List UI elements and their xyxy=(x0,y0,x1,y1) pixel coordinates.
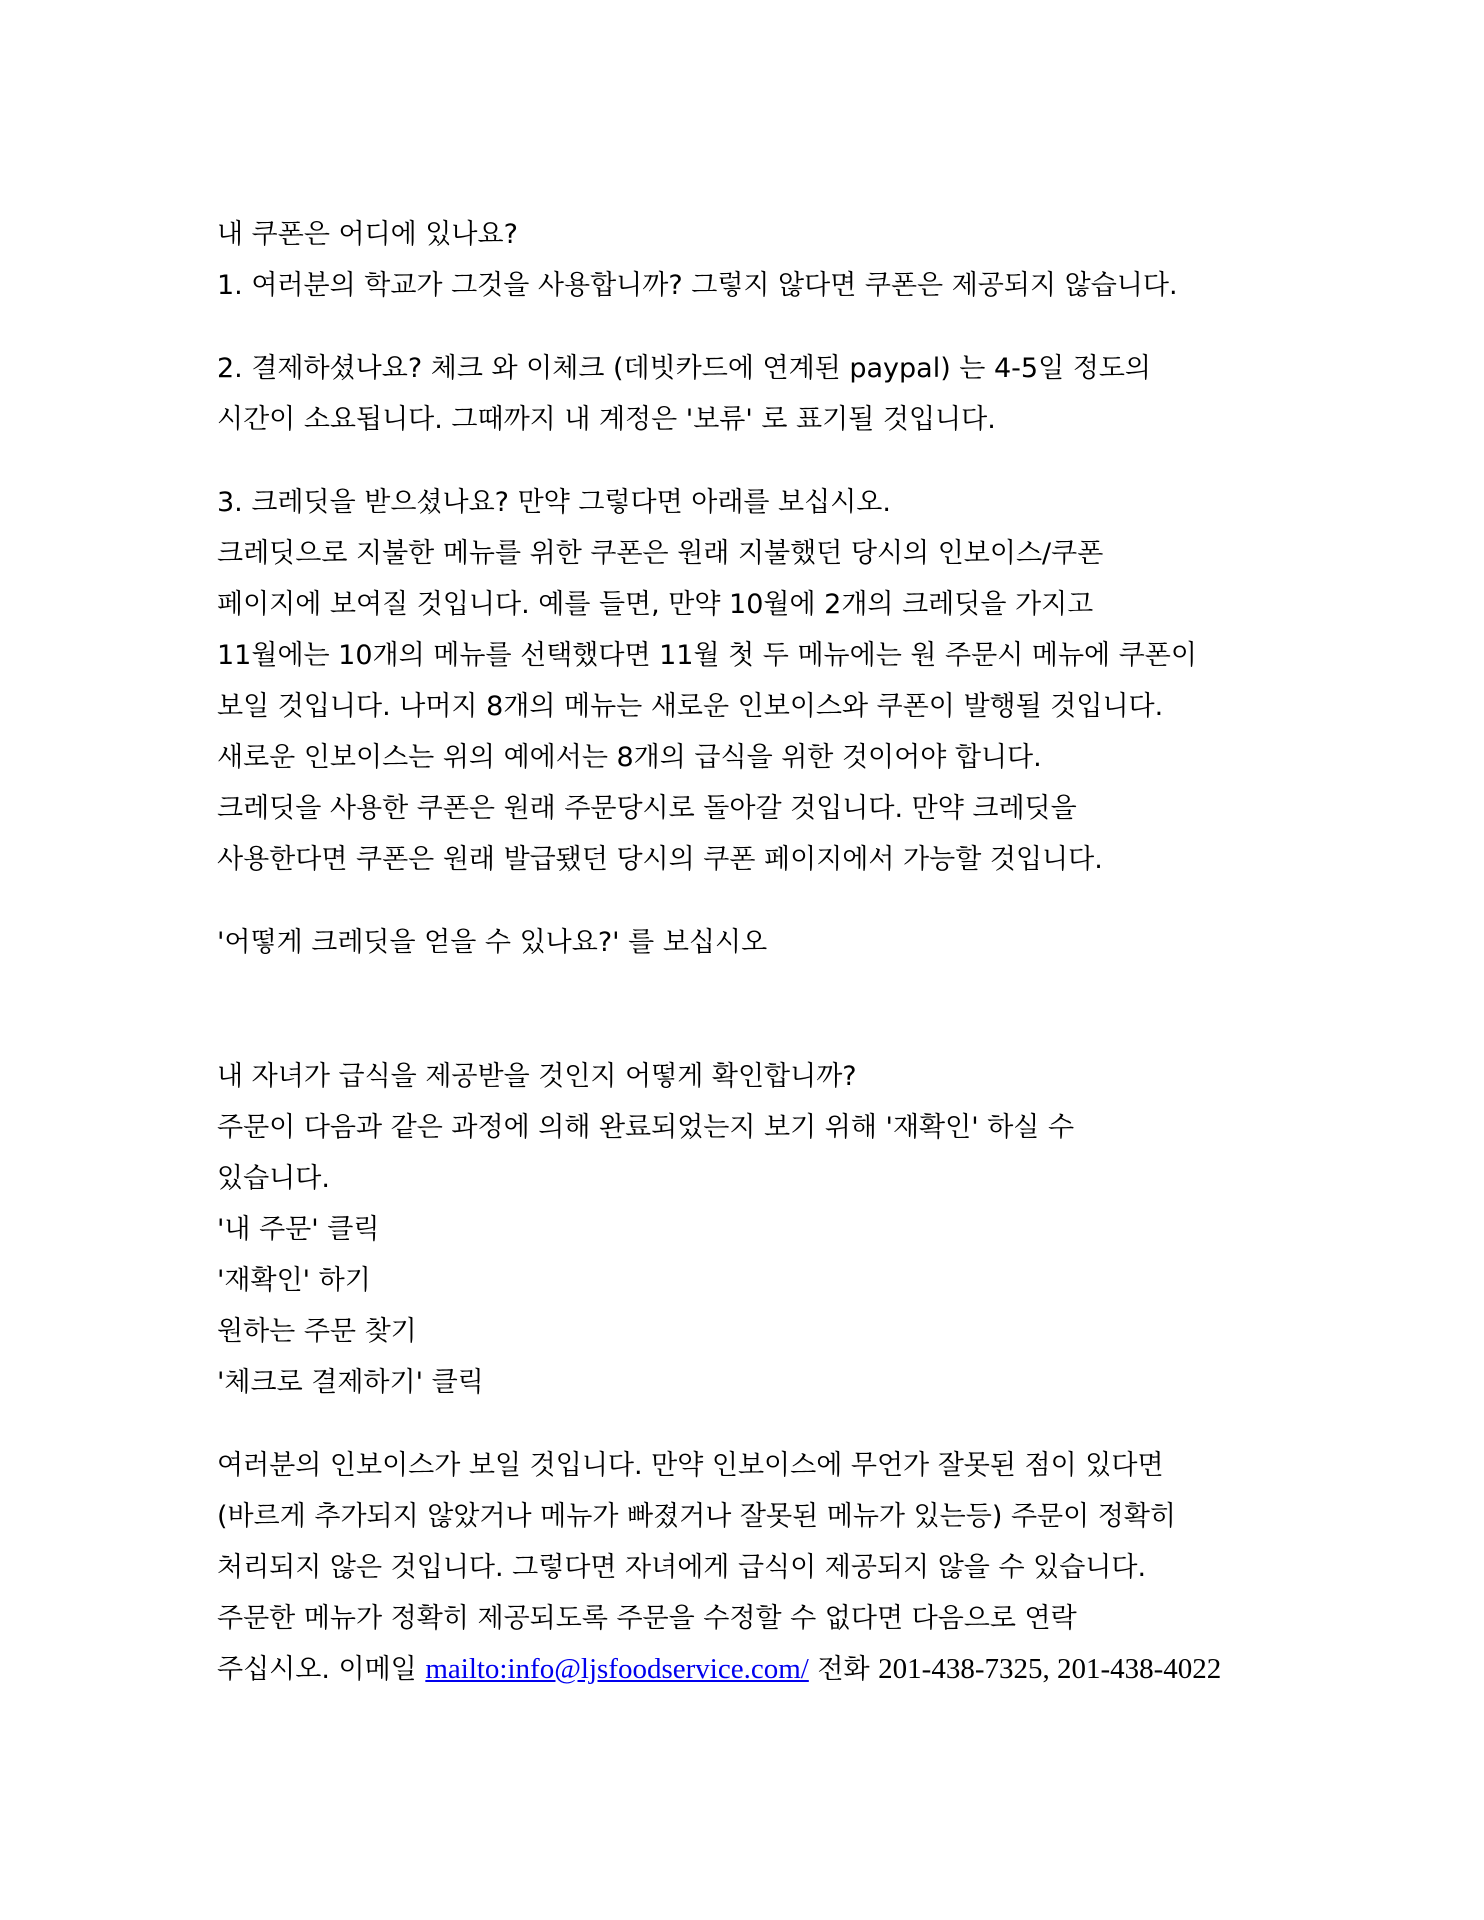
meals-intro-line-1: 주문이 다음과 같은 과정에 의해 완료되었는지 보기 위해 '재확인' 하실 수 xyxy=(217,1112,1075,1143)
coupons-item-3-line: 11월에는 10개의 메뉴를 선택했다면 11월 첫 두 메뉴에는 원 주문시 메뉴에 쿠폰이 xyxy=(217,640,1197,671)
coupons-item-3-line: 보일 것입니다. 나머지 8개의 메뉴는 새로운 인보이스와 쿠폰이 발행될 것입니다. xyxy=(217,691,1164,722)
step-find-order: 원하는 주문 찾기 xyxy=(217,1316,417,1347)
paragraph-gap xyxy=(217,885,1297,917)
step-pay-by-check: '체크로 결제하기' 클릭 xyxy=(217,1367,484,1398)
coupons-item-3-line: 페이지에 보여질 것입니다. 예를 들면, 만약 10월에 2개의 크레딧을 가지고 xyxy=(217,589,1094,620)
paragraph-gap xyxy=(217,311,1297,343)
paragraph-gap xyxy=(217,1408,1297,1440)
email-link[interactable]: mailto:info@ljsfoodservice.com/ xyxy=(425,1653,809,1685)
coupons-item-3-line: 3. 크레딧을 받으셨나요? 만약 그렇다면 아래를 보십시오. xyxy=(217,487,891,518)
closing-line: 여러분의 인보이스가 보일 것입니다. 만약 인보이스에 무언가 잘못된 점이 있다면 xyxy=(217,1450,1164,1481)
section-gap xyxy=(217,968,1297,1051)
coupons-item-1: 1. 여러분의 학교가 그것을 사용합니까? 그렇지 않다면 쿠폰은 제공되지 않습니다. xyxy=(217,270,1178,301)
phone-numbers: 201-438-7325, 201-438-4022 xyxy=(878,1653,1222,1685)
coupons-heading: 내 쿠폰은 어디에 있나요? xyxy=(217,219,518,250)
step-my-orders: '내 주문' 클릭 xyxy=(217,1214,380,1245)
phone-label: 전화 xyxy=(808,1654,879,1685)
coupons-item-2-line-1: 2. 결제하셨나요? 체크 와 이체크 (데빗카드에 연계된 paypal) 는 4-5일 정도의 xyxy=(217,353,1151,384)
coupons-item-2-line-2: 시간이 소요됩니다. 그때까지 내 계정은 '보류' 로 표기될 것입니다. xyxy=(217,404,996,435)
coupons-item-3-line: 크레딧을 사용한 쿠폰은 원래 주문당시로 돌아갈 것입니다. 만약 크레딧을 xyxy=(217,793,1077,824)
meals-intro-line-2: 있습니다. xyxy=(217,1163,330,1194)
closing-line: 처리되지 않은 것입니다. 그렇다면 자녀에게 급식이 제공되지 않을 수 있습니다. xyxy=(217,1552,1147,1583)
coupons-item-3-line: 크레딧으로 지불한 메뉴를 위한 쿠폰은 원래 지불했던 당시의 인보이스/쿠폰 xyxy=(217,538,1104,569)
paragraph-gap xyxy=(217,445,1297,477)
closing-line: (바르게 추가되지 않았거나 메뉴가 빠졌거나 잘못된 메뉴가 있는등) 주문이 정확히 xyxy=(217,1501,1177,1532)
document-page xyxy=(217,209,1297,1695)
coupons-item-3-line: 사용한다면 쿠폰은 원래 발급됐던 당시의 쿠폰 페이지에서 가능할 것입니다. xyxy=(217,844,1103,875)
closing-line: 주문한 메뉴가 정확히 제공되도록 주문을 수정할 수 없다면 다음으로 연락 xyxy=(217,1603,1077,1634)
contact-prefix: 주십시오. 이메일 xyxy=(217,1654,426,1685)
meals-heading: 내 자녀가 급식을 제공받을 것인지 어떻게 확인합니까? xyxy=(217,1061,857,1092)
coupons-item-3-line: 새로운 인보이스는 위의 예에서는 8개의 급식을 위한 것이어야 합니다. xyxy=(217,742,1042,773)
see-credits-reference: '어떻게 크레딧을 얻을 수 있나요?' 를 보십시오 xyxy=(217,927,768,958)
contact-line xyxy=(217,1644,1297,1695)
step-recheck: '재확인' 하기 xyxy=(217,1265,371,1296)
